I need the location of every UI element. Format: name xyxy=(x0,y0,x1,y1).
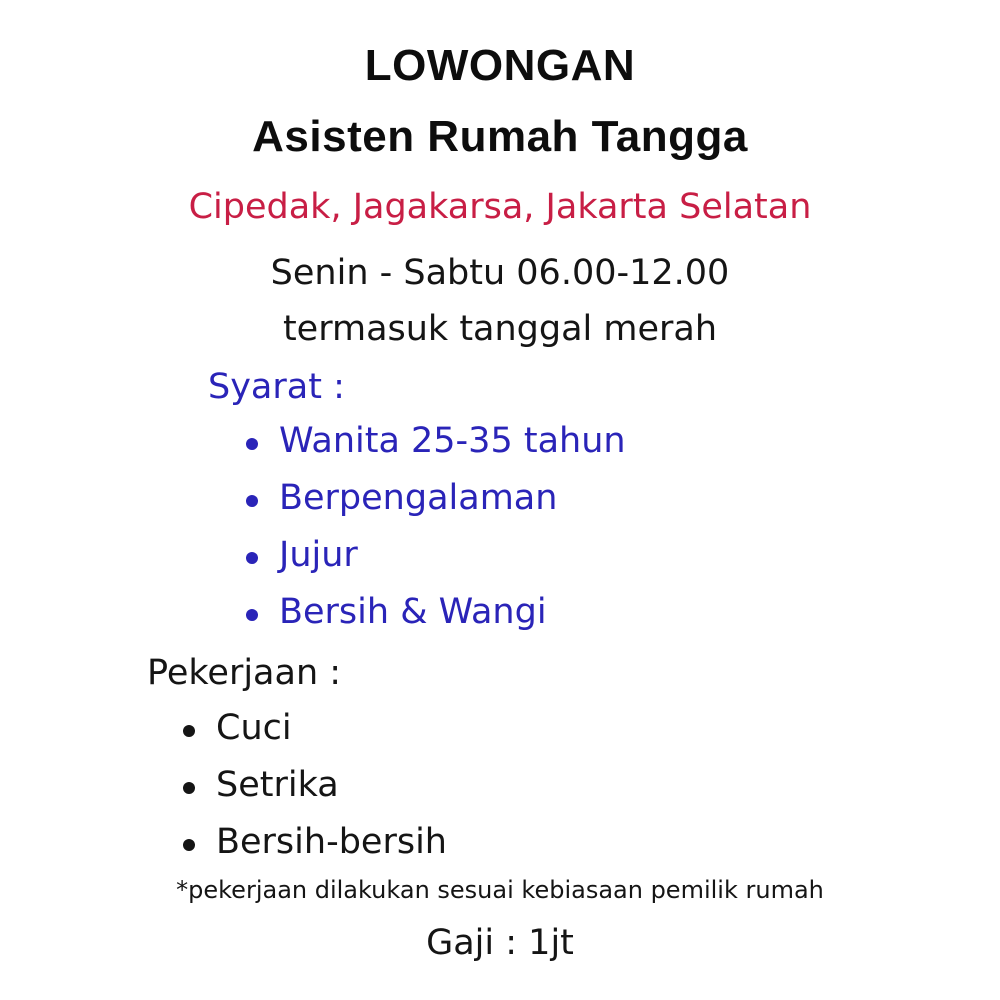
list-item xyxy=(183,765,447,825)
job-text: Cuci xyxy=(216,708,292,748)
page-title-line-1: LOWONGAN xyxy=(364,41,636,90)
requirement-text: Wanita 25-35 tahun xyxy=(279,421,626,461)
list-item xyxy=(246,421,626,481)
bullet-icon xyxy=(246,438,258,450)
requirement-text: Jujur xyxy=(279,535,358,575)
list-item xyxy=(246,478,626,538)
page-title-line-2: Asisten Rumah Tangga xyxy=(252,112,748,161)
jobs-heading: Pekerjaan : xyxy=(147,653,342,693)
list-item xyxy=(246,592,626,652)
list-item xyxy=(183,822,447,882)
schedule-note: termasuk tanggal merah xyxy=(282,309,718,349)
bullet-icon xyxy=(183,782,195,794)
footnote: *pekerjaan dilakukan sesuai kebiasaan pemilik rumah xyxy=(176,876,824,904)
job-text: Bersih-bersih xyxy=(216,822,447,862)
jobs-list xyxy=(183,708,447,882)
list-item xyxy=(246,535,626,595)
bullet-icon xyxy=(183,725,195,737)
requirements-list xyxy=(246,421,626,652)
bullet-icon xyxy=(246,552,258,564)
requirements-heading: Syarat : xyxy=(208,367,345,407)
job-text: Setrika xyxy=(216,765,339,805)
salary-text: Gaji : 1jt xyxy=(426,923,574,963)
schedule-days-hours: Senin - Sabtu 06.00-12.00 xyxy=(270,253,730,293)
bullet-icon xyxy=(246,609,258,621)
requirement-text: Bersih & Wangi xyxy=(279,592,547,632)
bullet-icon xyxy=(246,495,258,507)
bullet-icon xyxy=(183,839,195,851)
list-item xyxy=(183,708,447,768)
location-text: Cipedak, Jagakarsa, Jakarta Selatan xyxy=(188,187,812,227)
requirement-text: Berpengalaman xyxy=(279,478,558,518)
